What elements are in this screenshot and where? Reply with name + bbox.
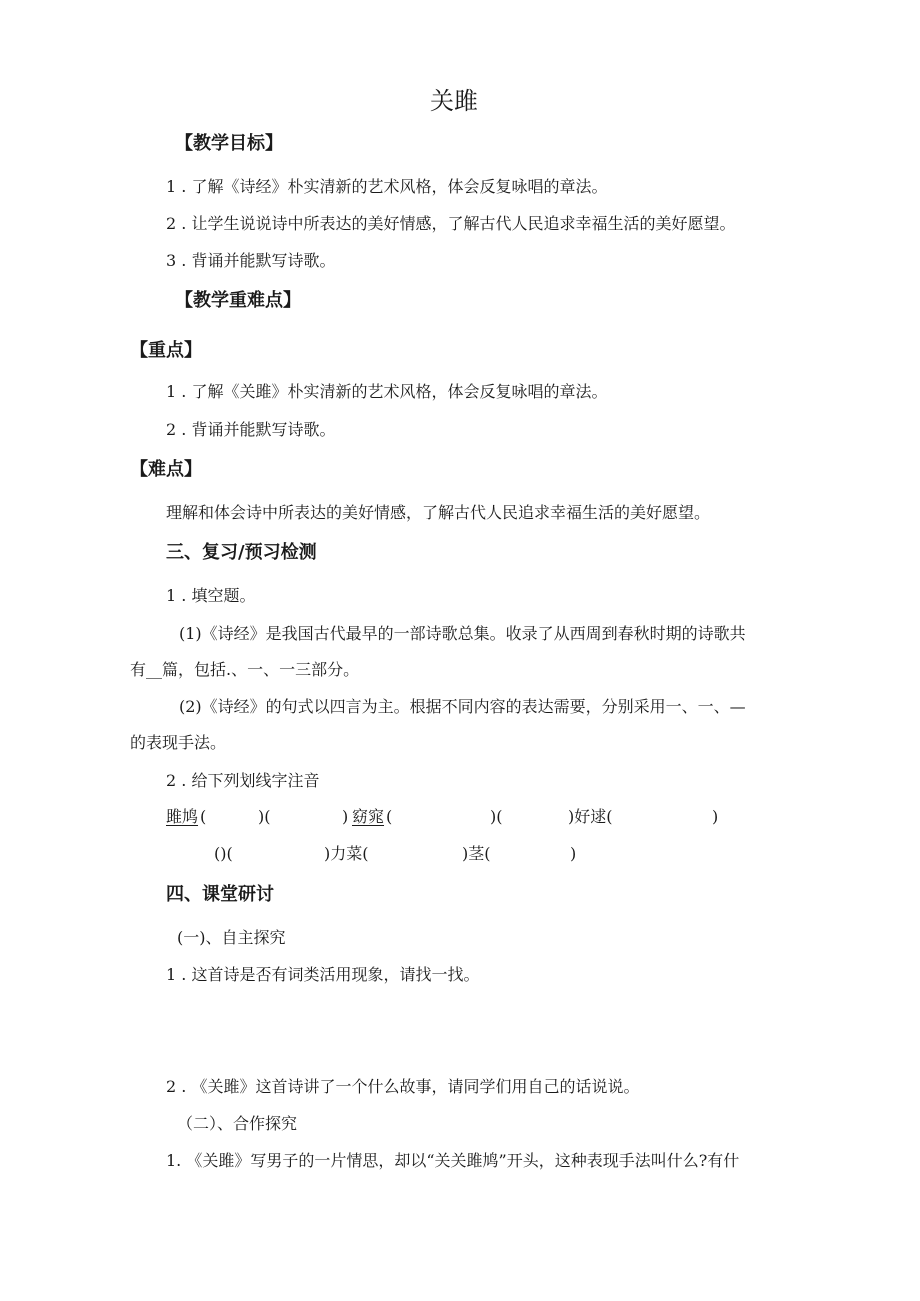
difficult-point-text: 理解和体会诗中所表达的美好情感，了解古代人民追求幸福生活的美好愿望。	[166, 503, 711, 522]
fill-blank-item-2-line1: (2)《诗经》的句式以四言为主。根据不同内容的表达需要，分别采用一、一、—	[179, 697, 746, 716]
goal-item-2: 2 . 让学生说说诗中所表达的美好情感，了解古代人民追求幸福生活的美好愿望。	[166, 214, 736, 233]
answer-paren: )	[342, 807, 349, 826]
answer-paren: )	[570, 844, 577, 863]
underlined-word-jujiu: 雎鸠	[166, 807, 199, 826]
answer-paren: )(	[258, 807, 271, 826]
page-title: 关雎	[430, 87, 478, 115]
fill-blank-item-1-line1: (1)《诗经》是我国古代最早的一部诗歌总集。收录了从西周到春秋时期的诗歌共	[179, 624, 746, 643]
self-exploration-subheading: (一)、自主探究	[177, 928, 286, 947]
fill-blank-item-1-line2: 有__篇，包括.、一、一三部分。	[130, 660, 360, 679]
exploration-question-2: 2 . 《关雎》这首诗讲了一个什么故事，请同学们用自己的话说说。	[166, 1077, 640, 1096]
key-point-2: 2 . 背诵并能默写诗歌。	[166, 420, 336, 439]
difficult-points-heading: 【难点】	[130, 459, 202, 480]
underlined-word-yaotiao: 窈窕	[352, 807, 385, 826]
fill-blank-label: 1 . 填空题。	[166, 586, 256, 605]
answer-paren: (	[200, 807, 207, 826]
answer-paren: ()(	[214, 844, 233, 863]
answer-paren: )(	[490, 807, 503, 826]
phonetic-label: 2 . 给下列划线字注音	[166, 771, 320, 790]
classroom-heading: 四、课堂研讨	[166, 884, 274, 905]
teaching-goals-heading: 【教学目标】	[175, 133, 283, 154]
answer-paren: (	[386, 807, 393, 826]
answer-paren: )	[712, 807, 719, 826]
key-points-heading: 【重点】	[130, 340, 202, 361]
key-point-1: 1 . 了解《关雎》朴实清新的艺术风格，体会反复咏唱的章法。	[166, 382, 608, 401]
review-heading: 三、复习/预习检测	[166, 542, 317, 563]
cooperative-exploration-subheading: （二）、合作探究	[177, 1114, 298, 1133]
goal-item-3: 3 . 背诵并能默写诗歌。	[166, 251, 336, 270]
fill-blank-item-2-line2: 的表现手法。	[130, 733, 227, 752]
answer-paren-licai: )力菜(	[324, 844, 369, 863]
key-difficult-heading: 【教学重难点】	[175, 290, 301, 311]
goal-item-1: 1 . 了解《诗经》朴实清新的艺术风格，体会反复咏唱的章法。	[166, 177, 608, 196]
answer-paren-haoqiu: )好逑(	[568, 807, 613, 826]
cooperative-question-1: 1. 《关雎》写男子的一片情思，却以“关关雎鸠”开头，这种表现手法叫什么?有什	[166, 1151, 740, 1170]
exploration-question-1: 1 . 这首诗是否有词类活用现象，请找一找。	[166, 965, 480, 984]
answer-paren-jing: )茎(	[462, 844, 491, 863]
